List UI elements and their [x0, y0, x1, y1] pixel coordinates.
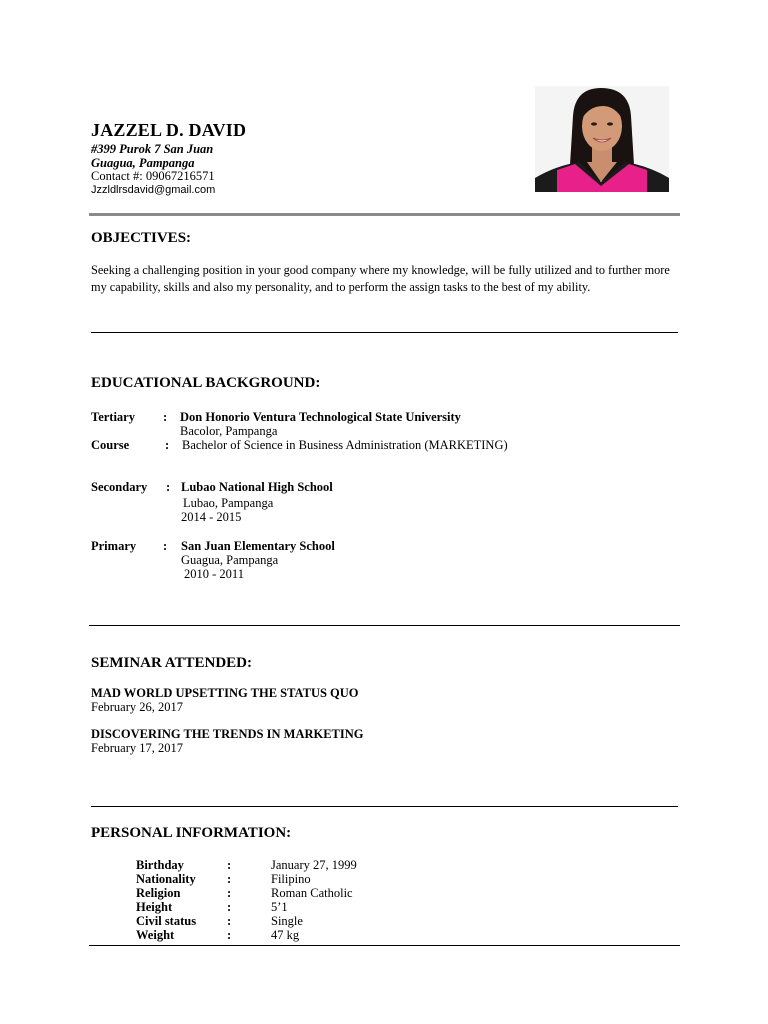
birthday-label: Birthday [136, 858, 184, 872]
religion-label: Religion [136, 886, 181, 900]
weight-label: Weight [136, 928, 175, 942]
tertiary-location: Bacolor, Pampanga [180, 424, 278, 438]
height-label: Height [136, 900, 173, 914]
nationality-value: Filipino [271, 872, 311, 886]
secondary-school: Lubao National High School [181, 480, 333, 494]
education-divider [89, 625, 680, 626]
course-colon: : [165, 438, 170, 452]
seminar-divider [91, 806, 678, 807]
primary-colon: : [163, 539, 168, 553]
profile-photo [535, 86, 669, 192]
civil-status-label: Civil status [136, 914, 197, 928]
seminar-date: February 26, 2017 [91, 700, 183, 714]
objectives-divider [91, 332, 678, 333]
seminar-title: MAD WORLD UPSETTING THE STATUS QUO [91, 686, 359, 700]
objectives-heading: OBJECTIVES: [91, 230, 192, 246]
civil-status-value: Single [271, 914, 303, 928]
address-line-2: Guagua, Pampanga [91, 156, 195, 170]
primary-label: Primary [91, 539, 137, 553]
secondary-colon: : [166, 480, 171, 494]
applicant-name: JAZZEL D. DAVID [91, 120, 247, 140]
nationality-label: Nationality [136, 872, 196, 886]
seminar-date: February 17, 2017 [91, 741, 183, 755]
religion-colon: : [227, 886, 232, 900]
secondary-location: Lubao, Pampanga [183, 496, 274, 510]
education-heading: EDUCATIONAL BACKGROUND: [91, 375, 321, 391]
tertiary-label: Tertiary [91, 410, 135, 424]
seminar-heading: SEMINAR ATTENDED: [91, 655, 252, 671]
primary-location: Guagua, Pampanga [181, 553, 279, 567]
personal-info-divider [89, 945, 680, 946]
birthday-value: January 27, 1999 [271, 858, 357, 872]
contact-number: Contact #: 09067216571 [91, 169, 215, 183]
tertiary-colon: : [163, 410, 168, 424]
course-value: Bachelor of Science in Business Administration (MARKETING) [182, 438, 508, 452]
course-label: Course [91, 438, 130, 452]
religion-value: Roman Catholic [271, 886, 353, 900]
primary-years: 2010 - 2011 [184, 567, 244, 581]
tertiary-school: Don Honorio Ventura Technological State University [180, 410, 461, 424]
portrait-illustration [535, 86, 669, 192]
email-address: Jzzldlrsdavid@gmail.com [91, 184, 216, 196]
weight-colon: : [227, 928, 232, 942]
weight-value: 47 kg [271, 928, 300, 942]
objectives-text: Seeking a challenging position in your good company where my knowledge, will be fully utilized and to further more my capability, skills and also my personality, and to perform the assign tasks to the best of my ability. [91, 263, 670, 294]
height-colon: : [227, 900, 232, 914]
address-line-1: #399 Purok 7 San Juan [91, 142, 214, 156]
secondary-years: 2014 - 2015 [181, 510, 242, 524]
seminar-title: DISCOVERING THE TRENDS IN MARKETING [91, 727, 364, 741]
header-divider [89, 213, 680, 216]
height-value: 5’1 [271, 900, 288, 914]
personal-info-heading: PERSONAL INFORMATION: [91, 825, 292, 841]
primary-school: San Juan Elementary School [181, 539, 335, 553]
nationality-colon: : [227, 872, 232, 886]
civil-status-colon: : [227, 914, 232, 928]
secondary-label: Secondary [91, 480, 148, 494]
birthday-colon: : [227, 858, 232, 872]
